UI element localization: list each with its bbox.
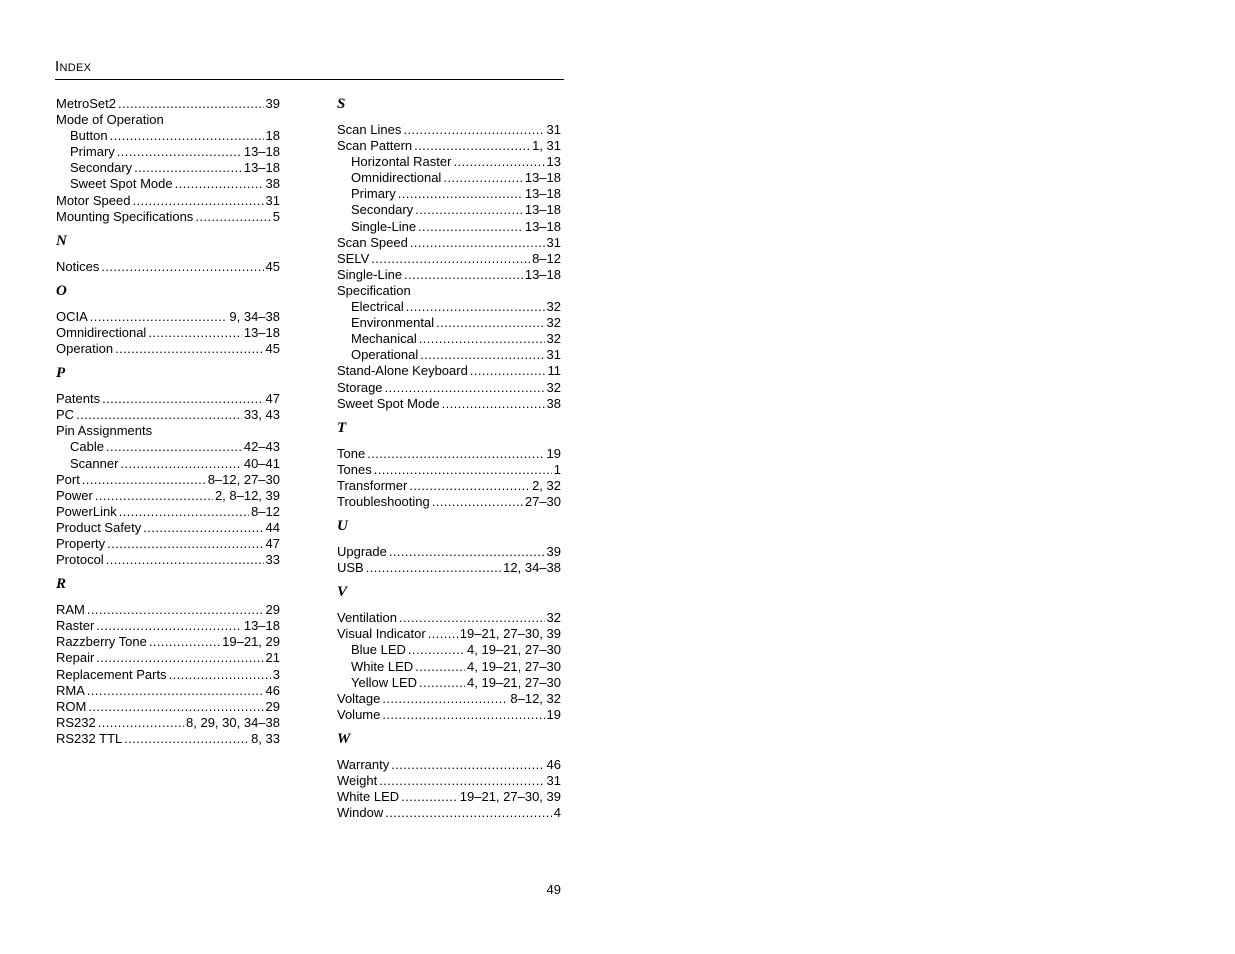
index-subentry (337, 315, 561, 331)
index-term: Blue LED (351, 642, 406, 658)
index-letter-heading: U (337, 518, 348, 535)
index-page-refs: 13–18 (524, 170, 561, 186)
dot-leader (419, 331, 545, 347)
index-page-refs: 13–18 (524, 186, 561, 202)
index-entry (56, 634, 280, 650)
index-page-refs: 45 (265, 258, 280, 274)
dot-leader (420, 347, 544, 363)
dot-leader (432, 494, 523, 510)
index-term: Raster (56, 618, 95, 634)
index-page-refs: 44 (265, 519, 280, 535)
dot-leader (401, 789, 458, 805)
index-term: Motor Speed (56, 192, 131, 208)
index-page-refs: 40–41 (243, 455, 280, 471)
index-entry (337, 610, 561, 626)
dot-leader (442, 396, 545, 412)
dot-leader (76, 407, 242, 423)
dot-leader (382, 691, 508, 707)
index-entry (56, 504, 280, 520)
index-term: OCIA (56, 308, 88, 324)
index-column-right (337, 96, 561, 821)
index-subentry (337, 186, 561, 202)
dot-leader (169, 667, 271, 683)
index-entry (337, 544, 561, 560)
dot-leader (102, 391, 263, 407)
index-page-refs: 13–18 (243, 324, 280, 340)
index-entry (56, 472, 280, 488)
index-entry (56, 699, 280, 715)
index-entry (337, 626, 561, 642)
index-entry (56, 731, 280, 747)
index-letter-heading: N (56, 232, 67, 249)
index-entry (337, 478, 561, 494)
header-title: Index (55, 58, 92, 75)
index-term: RMA (56, 682, 85, 698)
index-page-refs: 12, 34–38 (503, 560, 561, 576)
index-page-refs: 31 (546, 234, 561, 250)
index-entry (56, 341, 280, 357)
dot-leader (428, 626, 458, 642)
index-subentry (337, 154, 561, 170)
index-subentry (56, 439, 280, 455)
dot-leader (409, 478, 530, 494)
index-entry (337, 267, 561, 283)
index-subentry (337, 299, 561, 315)
index-term: Voltage (337, 690, 381, 706)
index-term: Weight (337, 773, 378, 788)
index-page-refs: 33 (265, 552, 280, 568)
index-term: Operation (56, 341, 114, 357)
index-term: PC (56, 407, 75, 423)
index-entry (337, 122, 561, 138)
index-subentry (56, 144, 280, 160)
index-term: Tone (337, 445, 366, 461)
index-page-refs: 13–18 (243, 144, 280, 160)
dot-leader (389, 544, 545, 560)
index-page-refs: 39 (265, 96, 280, 111)
dot-leader (408, 642, 465, 658)
index-entry (337, 560, 561, 576)
index-page-refs: 38 (265, 176, 280, 192)
index-entry (337, 789, 561, 805)
index-page-refs: 38 (546, 395, 561, 411)
index-entry (337, 283, 561, 299)
dot-leader (453, 154, 544, 170)
index-entry (337, 446, 561, 462)
index-term: White LED (337, 789, 400, 805)
index-letter-heading: O (56, 282, 67, 299)
index-page-refs: 33, 43 (243, 407, 280, 423)
index-subentry (337, 331, 561, 347)
dot-leader (106, 552, 264, 568)
index-term: Product Safety (56, 519, 142, 535)
index-term: Patents (56, 391, 101, 407)
index-term: Mechanical (351, 331, 417, 347)
index-page-refs: 18 (265, 128, 280, 144)
index-entry (337, 235, 561, 251)
dot-leader (95, 488, 213, 504)
index-term: White LED (351, 658, 414, 674)
index-term: Button (70, 128, 108, 144)
dot-leader (470, 363, 546, 379)
dot-leader (436, 315, 544, 331)
index-subentry (337, 202, 561, 218)
index-page-refs: 47 (265, 391, 280, 407)
index-term: Mode of Operation (56, 112, 164, 128)
index-entry (337, 363, 561, 379)
dot-leader (374, 462, 552, 478)
index-subentry (337, 219, 561, 235)
index-letter-heading: W (337, 730, 351, 747)
index-term: Razzberry Tone (56, 634, 147, 650)
index-term: Warranty (337, 756, 390, 772)
index-term: Transformer (337, 477, 408, 493)
index-term: Primary (351, 186, 396, 202)
index-subentry (337, 170, 561, 186)
index-term: Visual Indicator (337, 626, 426, 642)
index-page-refs: 32 (546, 610, 561, 626)
index-letter-heading: R (56, 576, 67, 593)
index-term: Ventilation (337, 610, 397, 626)
dot-leader (391, 757, 544, 773)
index-term: Power (56, 487, 93, 503)
index-letter-heading: P (56, 365, 66, 382)
dot-leader (90, 309, 228, 325)
index-letter-heading: T (337, 419, 347, 436)
index-term: Troubleshooting (337, 493, 430, 509)
index-term: Single-Line (337, 266, 403, 282)
index-page-refs: 32 (546, 379, 561, 395)
index-page-refs: 32 (546, 315, 561, 331)
index-page-refs: 31 (546, 122, 561, 137)
index-entry (337, 494, 561, 510)
index-term: Secondary (351, 202, 414, 218)
index-column-left (56, 96, 280, 747)
index-term: Omnidirectional (56, 324, 147, 340)
index-page-refs: 4, 19–21, 27–30 (467, 674, 561, 690)
index-page-refs: 13–18 (243, 618, 280, 634)
index-page-refs: 13–18 (524, 266, 561, 282)
index-subentry (56, 456, 280, 472)
dot-leader (148, 325, 242, 341)
index-entry (56, 391, 280, 407)
index-entry (337, 691, 561, 707)
index-page-refs: 8, 29, 30, 34–38 (186, 714, 280, 730)
index-term: Operational (351, 347, 419, 363)
index-page-refs: 8–12 (532, 250, 561, 266)
index-entry (56, 618, 280, 634)
dot-leader (106, 439, 242, 455)
index-term: Window (337, 805, 384, 821)
index-page-refs: 3 (272, 666, 280, 682)
index-subentry (337, 347, 561, 363)
index-page-refs: 2, 8–12, 39 (214, 487, 280, 503)
index-page-refs: 11 (547, 363, 561, 379)
index-entry (337, 380, 561, 396)
index-entry (337, 757, 561, 773)
index-term: Tones (337, 461, 372, 477)
dot-leader (415, 202, 523, 218)
dot-leader (98, 715, 184, 731)
index-term: PowerLink (56, 503, 117, 519)
index-term: Specification (337, 282, 411, 298)
index-subentry (337, 675, 561, 691)
index-page-refs: 47 (265, 535, 280, 551)
index-term: Stand-Alone Keyboard (337, 363, 468, 379)
dot-leader (385, 380, 545, 396)
index-entry (56, 650, 280, 666)
index-letter-heading: S (337, 96, 346, 112)
index-page-refs: 13–18 (524, 218, 561, 234)
dot-leader (382, 707, 544, 723)
index-page-refs: 8–12, 32 (510, 690, 561, 706)
index-subentry (56, 128, 280, 144)
index-page-refs: 9, 34–38 (229, 308, 280, 324)
dot-leader (96, 618, 242, 634)
index-term: Secondary (70, 160, 133, 176)
index-term: Notices (56, 258, 100, 274)
index-term: ROM (56, 698, 87, 714)
index-term: Scan Pattern (337, 138, 413, 154)
dot-leader (367, 446, 544, 462)
index-term: Upgrade (337, 544, 387, 560)
dot-leader (87, 602, 264, 618)
index-page-refs: 1 (553, 461, 561, 477)
dot-leader (404, 267, 523, 283)
index-entry (56, 325, 280, 341)
index-term: Omnidirectional (351, 170, 442, 186)
index-term: Scan Speed (337, 234, 408, 250)
index-term: Volume (337, 706, 381, 722)
index-term: Sweet Spot Mode (337, 395, 440, 411)
dot-leader (82, 472, 206, 488)
index-term: Sweet Spot Mode (70, 176, 173, 192)
index-term: Single-Line (351, 218, 417, 234)
index-entry (337, 707, 561, 723)
index-entry (337, 773, 561, 789)
index-entry (337, 462, 561, 478)
index-term: RS232 TTL (56, 730, 123, 746)
dot-leader (107, 536, 263, 552)
index-page-refs: 31 (265, 192, 280, 208)
index-entry (56, 112, 280, 128)
index-entry (56, 667, 280, 683)
index-page-refs: 46 (265, 682, 280, 698)
dot-leader (379, 773, 544, 789)
dot-leader (96, 650, 263, 666)
index-page-refs: 5 (272, 208, 280, 224)
index-term: Cable (70, 439, 104, 455)
index-letter-heading: V (337, 584, 348, 601)
dot-leader (149, 634, 220, 650)
index-term: Yellow LED (351, 674, 418, 690)
index-entry (56, 536, 280, 552)
index-page-refs: 31 (546, 347, 561, 363)
index-page-refs: 13 (546, 154, 561, 170)
index-page-refs: 32 (546, 299, 561, 315)
index-term: Electrical (351, 299, 404, 315)
index-page-refs: 2, 32 (532, 477, 561, 493)
page-header (55, 58, 564, 80)
dot-leader (117, 144, 242, 160)
dot-leader (419, 675, 465, 691)
index-page-refs: 19 (546, 445, 561, 461)
index-entry (56, 683, 280, 699)
index-page-refs: 31 (546, 773, 561, 788)
index-subentry (337, 642, 561, 658)
index-term: Environmental (351, 315, 435, 331)
index-page-refs: 45 (265, 341, 280, 357)
index-term: Horizontal Raster (351, 154, 452, 170)
index-page-refs: 19–21, 27–30, 39 (459, 789, 561, 805)
index-page-refs: 1, 31 (532, 138, 561, 154)
index-page-refs: 27–30 (524, 493, 561, 509)
index-term: Property (56, 535, 106, 551)
index-entry (56, 715, 280, 731)
dot-leader (385, 805, 552, 821)
index-term: Storage (337, 379, 383, 395)
index-entry (337, 396, 561, 412)
dot-leader (134, 160, 242, 176)
index-subentry (337, 659, 561, 675)
index-term: Replacement Parts (56, 666, 167, 682)
dot-leader (414, 138, 530, 154)
index-page-refs: 19 (546, 706, 561, 722)
index-page-refs: 21 (265, 650, 280, 666)
index-page-refs: 46 (546, 756, 561, 772)
index-entry (56, 309, 280, 325)
index-page-refs: 29 (265, 602, 280, 618)
dot-leader (415, 659, 465, 675)
index-subentry (56, 160, 280, 176)
index-page-refs: 4 (553, 805, 561, 821)
dot-leader (443, 170, 523, 186)
dot-leader (110, 128, 264, 144)
dot-leader (124, 731, 249, 747)
index-term: RAM (56, 602, 85, 618)
index-page-refs: 8–12 (251, 503, 280, 519)
index-page-refs: 8–12, 27–30 (207, 471, 280, 487)
index-term: Scan Lines (337, 122, 402, 137)
dot-leader (143, 520, 263, 536)
dot-leader (132, 193, 263, 209)
index-term: SELV (337, 250, 370, 266)
index-term: USB (337, 560, 364, 576)
index-page-refs: 19–21, 29 (222, 634, 280, 650)
index-page-refs: 42–43 (243, 439, 280, 455)
index-entry (56, 407, 280, 423)
index-term: Pin Assignments (56, 423, 153, 439)
index-entry (56, 193, 280, 209)
index-page-refs: 8, 33 (251, 730, 280, 746)
index-page-refs: 4, 19–21, 27–30 (467, 642, 561, 658)
index-page-refs: 4, 19–21, 27–30 (467, 658, 561, 674)
dot-leader (87, 683, 264, 699)
index-entry (337, 251, 561, 267)
index-page-refs: 13–18 (243, 160, 280, 176)
index-term: RS232 (56, 714, 96, 730)
dot-leader (195, 209, 270, 225)
index-entry (56, 520, 280, 536)
dot-leader (406, 299, 545, 315)
index-entry (337, 805, 561, 821)
dot-leader (410, 235, 545, 251)
index-term: Repair (56, 650, 95, 666)
dot-leader (119, 504, 249, 520)
dot-leader (118, 96, 264, 112)
dot-leader (418, 219, 523, 235)
index-term: Protocol (56, 552, 104, 568)
index-entry (337, 138, 561, 154)
dot-leader (175, 176, 264, 192)
dot-leader (398, 186, 523, 202)
dot-leader (371, 251, 530, 267)
index-page-refs: 13–18 (524, 202, 561, 218)
dot-leader (366, 560, 501, 576)
dot-leader (88, 699, 263, 715)
index-entry (56, 423, 280, 439)
index-entry (56, 488, 280, 504)
dot-leader (120, 456, 241, 472)
index-term: Scanner (70, 455, 119, 471)
page-number: 49 (546, 882, 561, 897)
index-entry (56, 259, 280, 275)
index-term: Port (56, 471, 80, 487)
dot-leader (403, 122, 544, 138)
index-entry (56, 209, 280, 225)
dot-leader (101, 259, 263, 275)
index-page-refs: 39 (546, 544, 561, 560)
index-subentry (56, 176, 280, 192)
index-page-refs: 29 (265, 698, 280, 714)
index-entry (56, 552, 280, 568)
index-entry (56, 96, 280, 112)
index-term: Mounting Specifications (56, 208, 194, 224)
index-term: Primary (70, 144, 115, 160)
index-page-refs: 19–21, 27–30, 39 (459, 626, 561, 642)
index-entry (56, 602, 280, 618)
index-page-refs: 32 (546, 331, 561, 347)
dot-leader (115, 341, 263, 357)
dot-leader (399, 610, 545, 626)
index-term: MetroSet2 (56, 96, 116, 111)
